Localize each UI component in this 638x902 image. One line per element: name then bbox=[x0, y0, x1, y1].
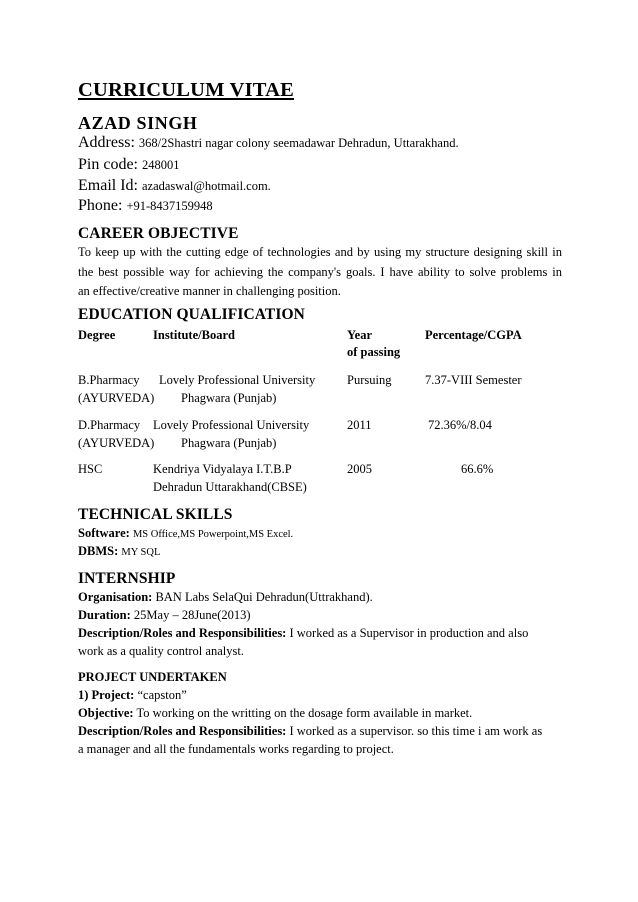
table-cell-institute-sub: Phagwara (Punjab) bbox=[181, 436, 277, 450]
career-line: the best possible way for achieving the company's goals. I have ability to solve problems in bbox=[78, 264, 562, 279]
project-description-label: Description/Roles and Responsibilities: bbox=[78, 724, 287, 738]
project-description-line2: a manager and all the fundamentals works regarding to project. bbox=[78, 742, 394, 756]
table-cell-institute: Kendriya Vidyalaya I.T.B.P bbox=[153, 462, 292, 476]
objective-value: To working on the writting on the dosage form available in market. bbox=[136, 706, 473, 720]
software-line bbox=[78, 526, 293, 541]
table-cell-degree: D.Pharmacy bbox=[78, 418, 141, 432]
project-value: “capston” bbox=[137, 688, 187, 702]
phone-value: +91-8437159948 bbox=[126, 199, 213, 213]
career-line: To keep up with the cutting edge of technologies and by using my structure designing skill in bbox=[78, 245, 562, 259]
email-line bbox=[78, 177, 271, 195]
table-cell-institute-sub: Phagwara (Punjab) bbox=[181, 391, 277, 405]
address-value: 368/2Shastri nagar colony seemadawar Dehradun, Uttarakhand. bbox=[138, 136, 459, 150]
education-heading: EDUCATION QUALIFICATION bbox=[78, 306, 305, 323]
table-cell-percentage: 7.37-VIII Semester bbox=[425, 373, 522, 387]
table-cell-degree-sub: (AYURVEDA) bbox=[78, 391, 155, 405]
software-value: MS Office,MS Powerpoint,MS Excel. bbox=[132, 529, 294, 540]
internship-heading: INTERNSHIP bbox=[78, 570, 176, 587]
project-line bbox=[78, 688, 187, 703]
project-description-value: I worked as a supervisor. so this time i am work as bbox=[289, 724, 543, 738]
email-label: Email Id: bbox=[78, 177, 138, 194]
pin-value: 248001 bbox=[142, 158, 180, 172]
dbms-value: MY SQL bbox=[121, 547, 161, 558]
table-cell-degree: HSC bbox=[78, 462, 103, 476]
project-label: 1) Project: bbox=[78, 688, 135, 702]
internship-description bbox=[78, 626, 528, 641]
email-value: azadaswal@hotmail.com. bbox=[141, 179, 271, 193]
duration-value: 25May – 28June(2013) bbox=[133, 608, 251, 622]
duration-label: Duration: bbox=[78, 608, 131, 622]
table-cell-percentage: 66.6% bbox=[461, 462, 494, 476]
internship-description-line2: work as a quality control analyst. bbox=[78, 644, 244, 658]
col-institute: Institute/Board bbox=[153, 328, 235, 342]
software-label: Software: bbox=[78, 526, 130, 540]
table-cell-institute-sub: Dehradun Uttarakhand(CBSE) bbox=[153, 480, 307, 494]
table-cell-degree-sub: (AYURVEDA) bbox=[78, 436, 155, 450]
table-cell-institute: Lovely Professional University bbox=[153, 418, 310, 432]
col-year: Year bbox=[347, 328, 372, 342]
career-objective-heading: CAREER OBJECTIVE bbox=[78, 225, 239, 242]
project-description bbox=[78, 724, 542, 739]
table-cell-year: Pursuing bbox=[347, 373, 392, 387]
table-cell-degree: B.Pharmacy bbox=[78, 373, 140, 387]
description-value: I worked as a Supervisor in production and also bbox=[289, 626, 529, 640]
pin-line bbox=[78, 156, 180, 174]
candidate-name: AZAD SINGH bbox=[78, 113, 198, 133]
organisation-line bbox=[78, 590, 373, 605]
objective-label: Objective: bbox=[78, 706, 134, 720]
address-line bbox=[78, 134, 459, 152]
page-title: CURRICULUM VITAE bbox=[78, 79, 294, 101]
organisation-label: Organisation: bbox=[78, 590, 153, 604]
description-label: Description/Roles and Responsibilities: bbox=[78, 626, 287, 640]
objective-line bbox=[78, 706, 472, 721]
col-degree: Degree bbox=[78, 328, 116, 342]
pin-label: Pin code: bbox=[78, 156, 138, 173]
dbms-line bbox=[78, 544, 160, 559]
organisation-value: BAN Labs SelaQui Dehradun(Uttrakhand). bbox=[155, 590, 373, 604]
phone-line bbox=[78, 197, 213, 215]
project-heading: PROJECT UNDERTAKEN bbox=[78, 670, 227, 684]
address-label: Address: bbox=[78, 134, 135, 151]
col-year-sub: of passing bbox=[347, 345, 401, 359]
phone-label: Phone: bbox=[78, 197, 123, 214]
table-cell-year: 2011 bbox=[347, 418, 372, 432]
table-cell-institute: Lovely Professional University bbox=[159, 373, 316, 387]
col-percentage: Percentage/CGPA bbox=[425, 328, 522, 342]
technical-skills-heading: TECHNICAL SKILLS bbox=[78, 506, 233, 523]
career-objective-text bbox=[78, 243, 562, 302]
career-line: an effective/creative manner in challenging position. bbox=[78, 284, 341, 298]
table-cell-percentage: 72.36%/8.04 bbox=[428, 418, 492, 432]
table-cell-year: 2005 bbox=[347, 462, 372, 476]
dbms-label: DBMS: bbox=[78, 544, 119, 558]
duration-line bbox=[78, 608, 251, 623]
